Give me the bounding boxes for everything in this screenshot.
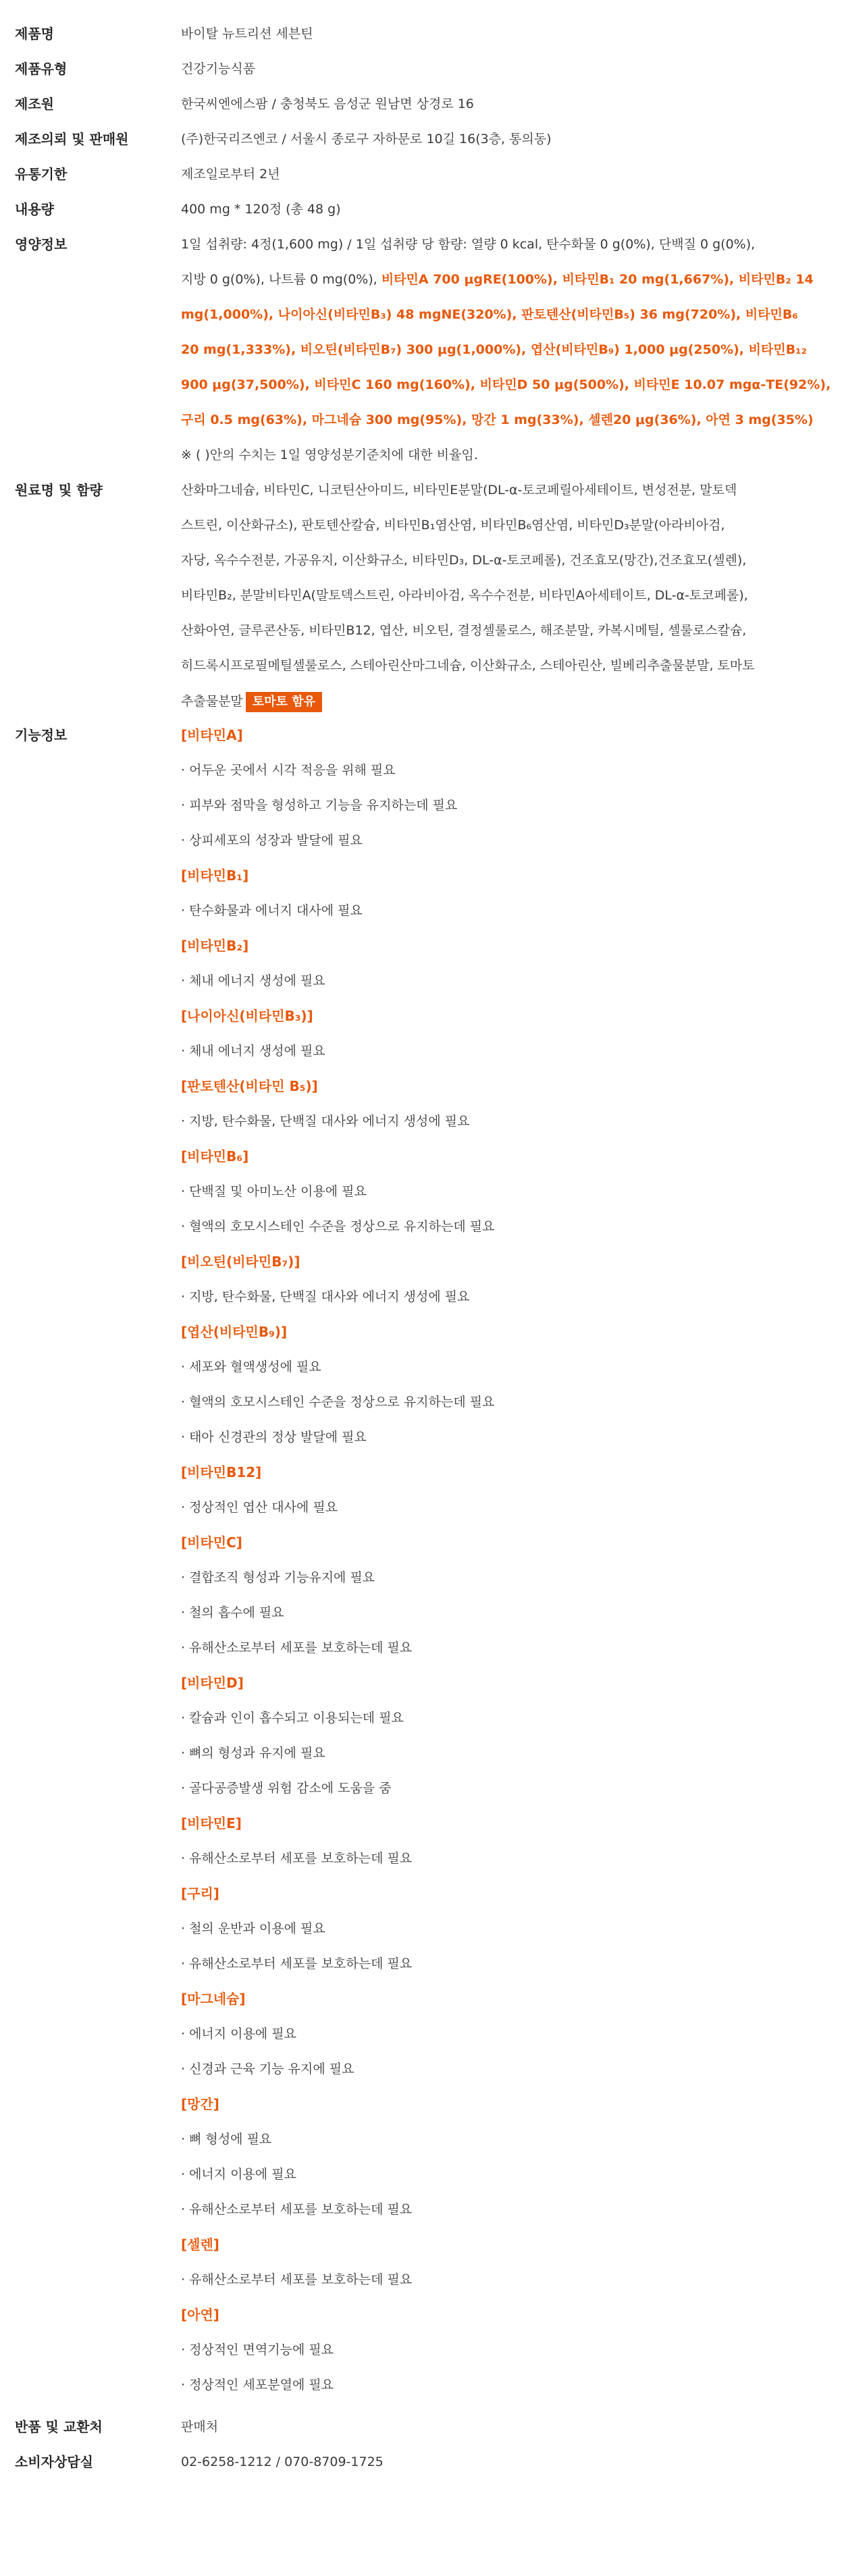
nutrition-highlight: 비타민A 700 μgRE(100%), 비타민B₁ 20 mg(1,667%), 비타민B₂ 14 <box>381 272 814 287</box>
label-returns: 반품 및 교환처 <box>15 2419 103 2435</box>
nutrition-highlight-line: 구리 0.5 mg(63%), 마그네슘 300 mg(95%), 망간 1 mg(33%), 셀렌20 μg(36%), 아연 3 mg(35%) <box>181 412 814 427</box>
ingredient-line: 히드록시프로필메틸셀룰로스, 스테아린산마그네슘, 이산화규소, 스테아린산, 빌베리추출물분말, 토마토 <box>181 658 755 673</box>
function-item: · 에너지 이용에 필요 <box>181 2167 296 2182</box>
value-returns: 판매처 <box>181 2419 219 2434</box>
allergen-badge: 토마토 함유 <box>246 692 322 712</box>
value-consumer-center: 02-6258-1212 / 070-8709-1725 <box>181 2454 384 2469</box>
ingredient-line: 자당, 옥수수전분, 가공유지, 이산화규소, 비타민D₃, DL-α-토코페롤), 건조효모(망간),건조효모(셀렌), <box>181 553 747 568</box>
function-item: · 혈액의 호모시스테인 수준을 정상으로 유지하는데 필요 <box>181 1395 495 1410</box>
function-item: · 뼈의 형성과 유지에 필요 <box>181 1746 325 1761</box>
function-item: · 유해산소로부터 세포를 보호하는데 필요 <box>181 1956 413 1971</box>
function-item: · 지방, 탄수화물, 단백질 대사와 에너지 생성에 필요 <box>181 1114 470 1129</box>
ingredient-line <box>181 692 816 712</box>
nutrition-line <box>181 271 816 288</box>
function-item: · 정상적인 엽산 대사에 필요 <box>181 1500 338 1515</box>
function-group-title: [비타민C] <box>181 1534 242 1551</box>
value-capacity: 400 mg * 120정 (총 48 g) <box>181 202 341 217</box>
nutrition-note: ※ ( )안의 수치는 1일 영양성분기준치에 대한 비율임. <box>181 448 478 462</box>
function-item: · 유해산소로부터 세포를 보호하는데 필요 <box>181 1851 413 1866</box>
function-group-title: [비타민B₂] <box>181 938 249 954</box>
nutrition-line: 1일 섭취량: 4정(1,600 mg) / 1일 섭취량 당 함량: 열량 0 kcal, 탄수화물 0 g(0%), 단백질 0 g(0%), <box>181 237 756 252</box>
function-group-title: [비타민A] <box>181 727 243 743</box>
function-item: · 뼈 형성에 필요 <box>181 2132 272 2147</box>
nutrition-highlight-line: mg(1,000%), 나이아신(비타민B₃) 48 mgNE(320%), 판토텐산(비타민B₅) 36 mg(720%), 비타민B₆ <box>181 307 798 322</box>
value-product-name: 바이탈 뉴트리션 세븐틴 <box>181 26 313 41</box>
function-item: · 혈액의 호모시스테인 수준을 정상으로 유지하는데 필요 <box>181 1219 495 1234</box>
function-item: · 지방, 탄수화물, 단백질 대사와 에너지 생성에 필요 <box>181 1289 470 1304</box>
function-group-title: [비타민E] <box>181 1815 242 1831</box>
label-consumer-center: 소비자상담실 <box>15 2454 93 2470</box>
function-item: · 태아 신경관의 정상 발달에 필요 <box>181 1430 367 1445</box>
label-product-type: 제품유형 <box>15 61 68 77</box>
label-seller: 제조의뢰 및 판매원 <box>15 131 129 147</box>
function-item: · 어두운 곳에서 시각 적응을 위해 필요 <box>181 763 396 778</box>
function-group-title: [나이아신(비타민B₃)] <box>181 1008 313 1024</box>
function-item: · 상피세포의 성장과 발달에 필요 <box>181 833 363 848</box>
nutrition-text: 지방 0 g(0%), 나트륨 0 mg(0%), <box>181 272 381 287</box>
function-item: · 유해산소로부터 세포를 보호하는데 필요 <box>181 2272 413 2287</box>
ingredient-line: 산화아연, 글루콘산동, 비타민B12, 엽산, 비오틴, 결정셀룰로스, 해조분말, 카복시메틸, 셀룰로스칼슘, <box>181 623 747 638</box>
function-item: · 유해산소로부터 세포를 보호하는데 필요 <box>181 2202 413 2217</box>
function-item: · 체내 에너지 생성에 필요 <box>181 973 325 988</box>
label-product-name: 제품명 <box>15 26 54 42</box>
function-item: · 골다공증발생 위험 감소에 도움을 줌 <box>181 1781 392 1796</box>
label-nutrition: 영양정보 <box>15 236 68 252</box>
function-item: · 유해산소로부터 세포를 보호하는데 필요 <box>181 1640 413 1655</box>
label-expiry: 유통기한 <box>15 166 68 182</box>
ingredient-line: 스트린, 이산화규소), 판토텐산칼슘, 비타민B₁염산염, 비타민B₆염산염, 비타민D₃분말(아라비아검, <box>181 518 725 533</box>
function-item: · 체내 에너지 생성에 필요 <box>181 1044 325 1058</box>
ingredient-line: 산화마그네슘, 비타민C, 니코틴산아미드, 비타민E분말(DL-α-토코페릴아세테이트, 변성전분, 말토덱 <box>181 483 737 498</box>
function-item: · 신경과 근육 기능 유지에 필요 <box>181 2062 354 2076</box>
value-product-type: 건강기능식품 <box>181 61 256 76</box>
ingredient-line: 비타민B₂, 분말비타민A(말토덱스트린, 아라비아검, 옥수수전분, 비타민A아세테이트, DL-α-토코페롤), <box>181 588 748 603</box>
label-manufacturer: 제조원 <box>15 96 54 112</box>
function-item: · 피부와 점막을 형성하고 기능을 유지하는데 필요 <box>181 798 458 813</box>
function-item: · 에너지 이용에 필요 <box>181 2027 296 2041</box>
function-item: · 세포와 혈액생성에 필요 <box>181 1360 321 1374</box>
value-expiry: 제조일로부터 2년 <box>181 167 280 182</box>
function-group-title: [망간] <box>181 2096 219 2112</box>
label-ingredients: 원료명 및 함량 <box>15 482 103 498</box>
function-item: · 칼슘과 인이 흡수되고 이용되는데 필요 <box>181 1711 404 1725</box>
function-group-title: [비타민B₁] <box>181 867 249 884</box>
function-group-title: [비오틴(비타민B₇)] <box>181 1254 300 1270</box>
function-group-title: [비타민B12] <box>181 1464 262 1480</box>
label-capacity: 내용량 <box>15 201 54 217</box>
function-group-title: [엽산(비타민B₉)] <box>181 1324 288 1340</box>
nutrition-highlight-line: 900 μg(37,500%), 비타민C 160 mg(160%), 비타민D 50 μg(500%), 비타민E 10.07 mgα-TE(92%), <box>181 377 831 392</box>
function-group-title: [판토텐산(비타민 B₅)] <box>181 1078 318 1094</box>
value-seller: (주)한국리즈엔코 / 서울시 종로구 자하문로 10길 16(3층, 통의동) <box>181 132 552 146</box>
function-item: · 철의 흡수에 필요 <box>181 1605 284 1620</box>
function-group-title: [비타민D] <box>181 1675 244 1691</box>
function-item: · 철의 운반과 이용에 필요 <box>181 1921 325 1936</box>
function-group-title: [비타민B₆] <box>181 1148 249 1164</box>
function-item: · 정상적인 면역기능에 필요 <box>181 2342 334 2357</box>
function-group-title: [셀렌] <box>181 2236 219 2253</box>
function-group-title: [아연] <box>181 2307 219 2323</box>
function-group-title: [마그네슘] <box>181 1991 246 2007</box>
function-item: · 탄수화물과 에너지 대사에 필요 <box>181 903 363 918</box>
function-item: · 정상적인 세포분열에 필요 <box>181 2378 334 2392</box>
ingredient-text: 추출물분말 <box>181 694 243 709</box>
function-item: · 결합조직 형성과 기능유지에 필요 <box>181 1570 375 1585</box>
function-item: · 단백질 및 아미노산 이용에 필요 <box>181 1184 367 1199</box>
nutrition-highlight-line: 20 mg(1,333%), 비오틴(비타민B₇) 300 μg(1,000%), 엽산(비타민B₉) 1,000 μg(250%), 비타민B₁₂ <box>181 342 807 357</box>
value-manufacturer: 한국씨엔에스팜 / 충청북도 음성군 원남면 상경로 16 <box>181 97 474 111</box>
label-functions: 기능정보 <box>15 727 68 743</box>
function-group-title: [구리] <box>181 1885 219 1902</box>
